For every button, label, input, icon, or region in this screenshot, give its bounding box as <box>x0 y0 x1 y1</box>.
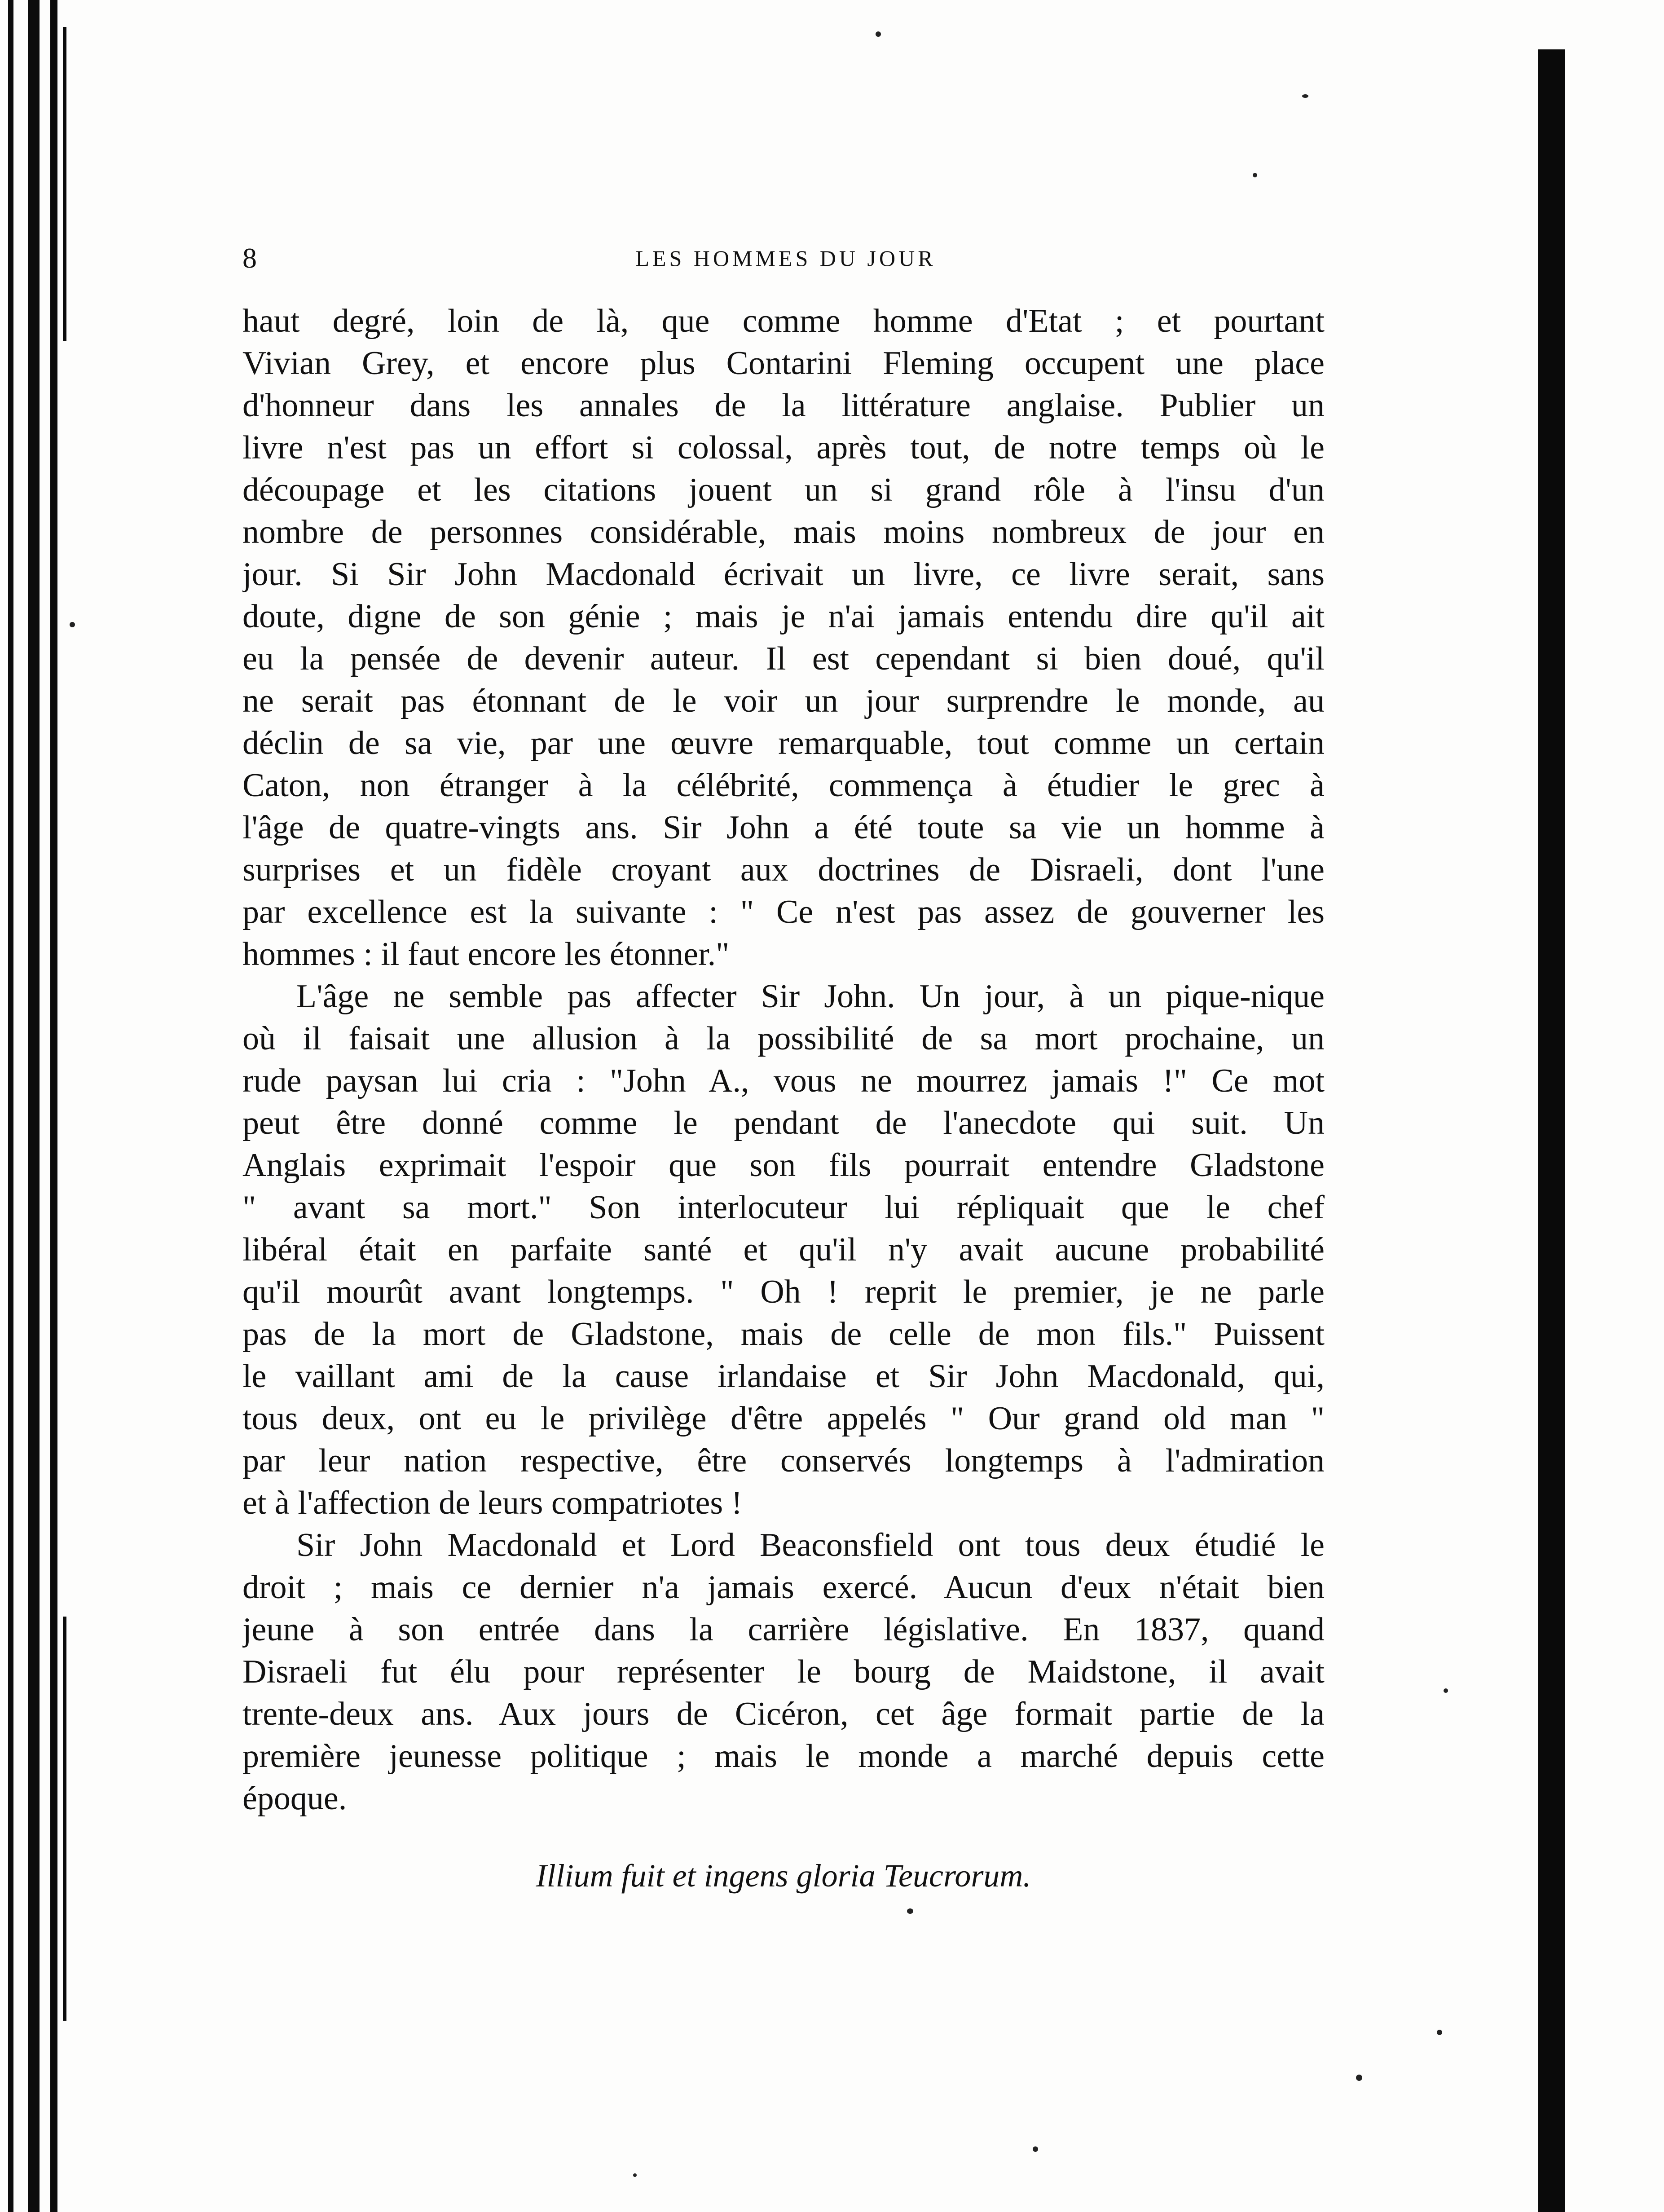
text-line: l'âge de quatre-vingts ans. Sir John a été toute sa vie un homme à <box>242 809 1325 846</box>
scan-speck <box>1356 2075 1362 2081</box>
binding-line <box>8 0 13 2212</box>
text-line: Sir John Macdonald et Lord Beaconsfield ont tous deux étudié le <box>296 1527 1325 1564</box>
text-line: doute, digne de son génie ; mais je n'ai jamais entendu dire qu'il ait <box>242 598 1325 635</box>
text-line: libéral était en parfaite santé et qu'il n'y avait aucune probabilité <box>242 1231 1325 1268</box>
text-line: droit ; mais ce dernier n'a jamais exercé. Aucun d'eux n'était bien <box>242 1569 1325 1606</box>
scan-speck <box>70 622 75 627</box>
scan-speck <box>1302 94 1308 98</box>
text-line: nombre de personnes considérable, mais moins nombreux de jour en <box>242 514 1325 551</box>
text-line: jour. Si Sir John Macdonald écrivait un livre, ce livre serait, sans <box>242 556 1325 593</box>
binding-line <box>50 0 57 2212</box>
text-line: Caton, non étranger à la célébrité, commença à étudier le grec à <box>242 767 1325 804</box>
text-line: rude paysan lui cria : "John A., vous ne mourrez jamais !" Ce mot <box>242 1062 1325 1099</box>
text-line: découpage et les citations jouent un si grand rôle à l'insu d'un <box>242 471 1325 508</box>
text-line: et à l'affection de leurs compatriotes ! <box>242 1485 743 1521</box>
page-number: 8 <box>242 242 257 274</box>
text-line: hommes : il faut encore les étonner." <box>242 936 730 973</box>
text-line: jeune à son entrée dans la carrière législative. En 1837, quand <box>242 1611 1325 1648</box>
latin-citation: Illium fuit et ingens gloria Teucrorum. <box>536 1858 1031 1894</box>
body-text <box>242 300 1325 1820</box>
text-line: par excellence est la suivante : " Ce n'est pas assez de gouverner les <box>242 894 1325 930</box>
running-title: LES HOMMES DU JOUR <box>635 246 936 271</box>
text-line: peut être donné comme le pendant de l'anecdote qui suit. Un <box>242 1105 1325 1141</box>
text-line: trente-deux ans. Aux jours de Cicéron, cet âge formait partie de la <box>242 1696 1325 1732</box>
scan-speck <box>1253 173 1257 177</box>
binding-line <box>63 27 66 341</box>
text-line: déclin de sa vie, par une œuvre remarquable, tout comme un certain <box>242 725 1325 762</box>
text-line: première jeunesse politique ; mais le monde a marché depuis cette <box>242 1738 1325 1775</box>
scan-speck <box>907 1908 913 1914</box>
text-line: Anglais exprimait l'espoir que son fils pourrait entendre Gladstone <box>242 1147 1325 1184</box>
text-line: livre n'est pas un effort si colossal, après tout, de notre temps où le <box>242 429 1325 466</box>
text-line: d'honneur dans les annales de la littérature anglaise. Publier un <box>242 387 1325 424</box>
running-header <box>242 238 1329 278</box>
binding-line <box>63 1617 66 2021</box>
scan-speck <box>1444 1688 1448 1693</box>
text-line: par leur nation respective, être conservés longtemps à l'admiration <box>242 1442 1325 1479</box>
text-line: le vaillant ami de la cause irlandaise et Sir John Macdonald, qui, <box>242 1358 1325 1395</box>
text-line: tous deux, ont eu le privilège d'être appelés " Our grand old man " <box>242 1400 1325 1437</box>
text-line: haut degré, loin de là, que comme homme d'Etat ; et pourtant <box>242 303 1325 339</box>
text-line: L'âge ne semble pas affecter Sir John. Un jour, à un pique-nique <box>296 978 1325 1015</box>
text-line: qu'il mourût avant longtemps. " Oh ! reprit le premier, je ne parle <box>242 1273 1325 1310</box>
edge-shadow <box>1538 49 1565 2212</box>
right-scan-edge <box>1520 0 1664 2212</box>
text-line: surprises et un fidèle croyant aux doctrines de Disraeli, dont l'une <box>242 851 1325 888</box>
text-line: " avant sa mort." Son interlocuteur lui répliquait que le chef <box>242 1189 1325 1226</box>
text-line: Vivian Grey, et encore plus Contarini Fleming occupent une place <box>242 345 1325 382</box>
text-line: ne serait pas étonnant de le voir un jour surprendre le monde, au <box>242 683 1325 719</box>
text-line: eu la pensée de devenir auteur. Il est cependant si bien doué, qu'il <box>242 640 1325 677</box>
text-line: époque. <box>242 1780 347 1817</box>
text-line: Disraeli fut élu pour représenter le bourg de Maidstone, il avait <box>242 1653 1325 1690</box>
text-line: pas de la mort de Gladstone, mais de celle de mon fils." Puissent <box>242 1316 1325 1353</box>
scan-speck <box>633 2173 637 2177</box>
binding-line <box>28 0 40 2212</box>
scan-speck <box>1033 2146 1038 2152</box>
left-binding-edge <box>0 0 90 2212</box>
text-line: où il faisait une allusion à la possibilité de sa mort prochaine, un <box>242 1020 1325 1057</box>
scan-speck <box>876 31 881 37</box>
scan-speck <box>1437 2030 1442 2035</box>
